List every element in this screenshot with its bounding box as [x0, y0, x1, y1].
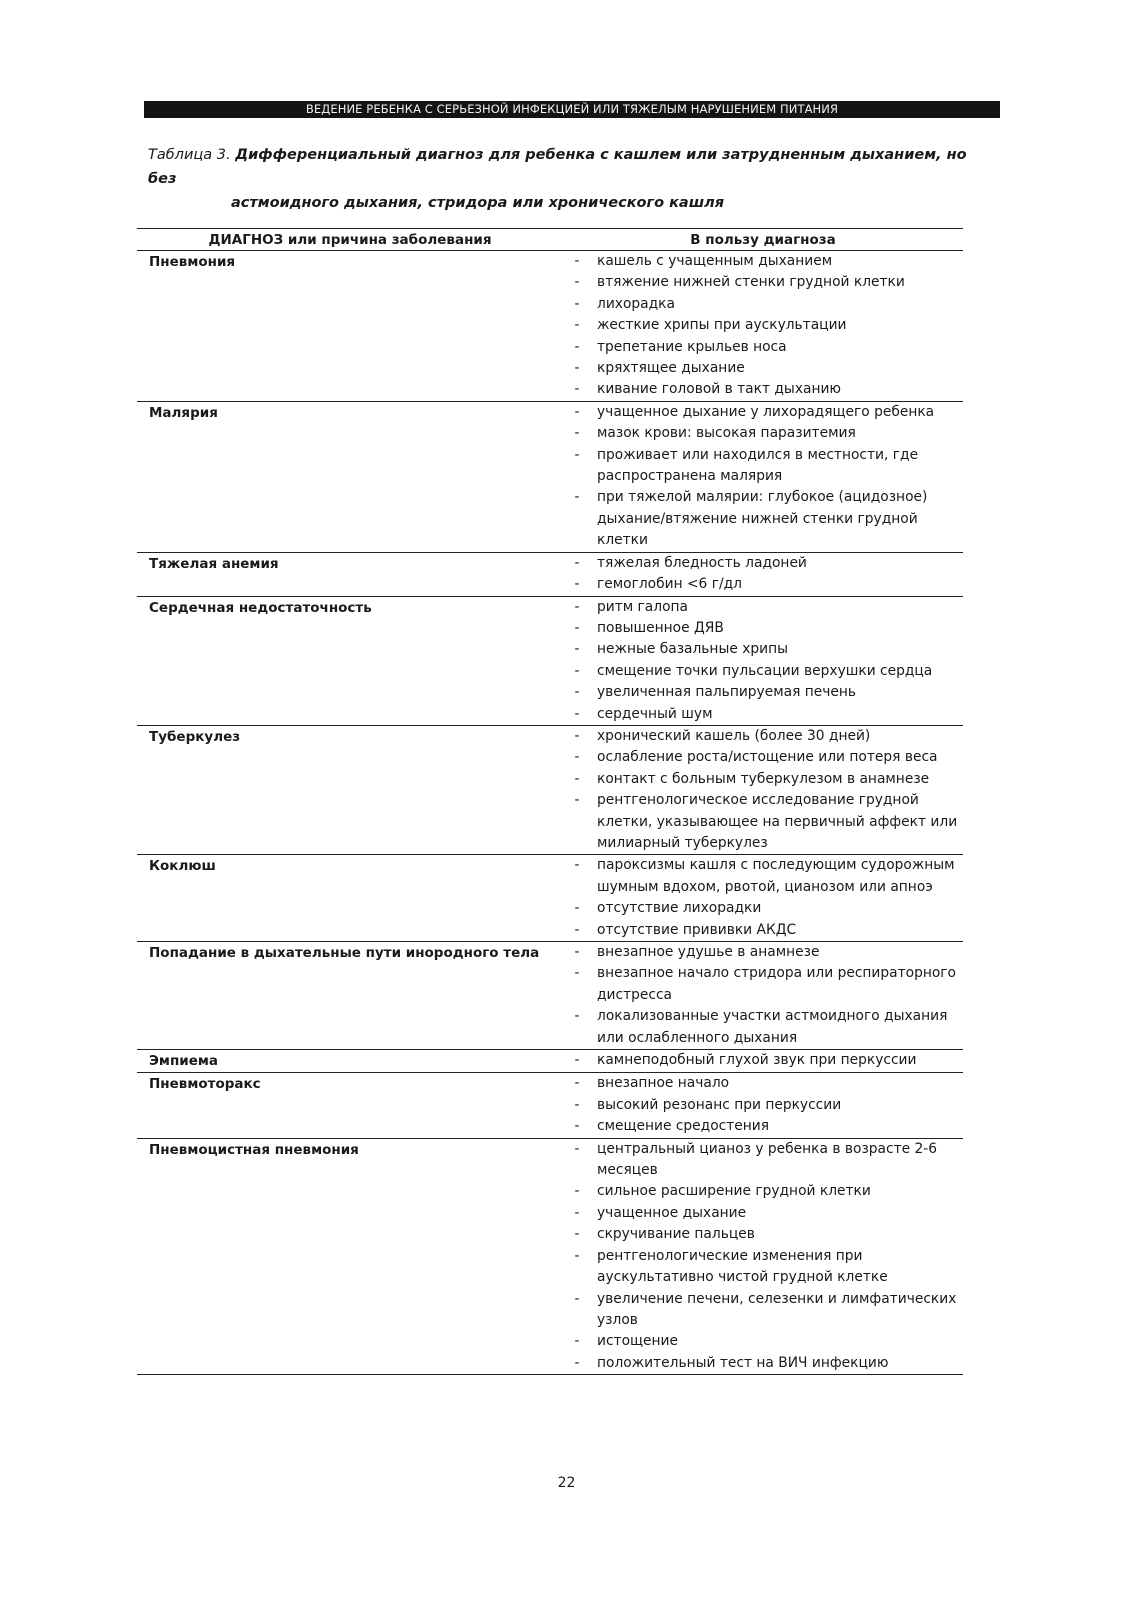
- bullet-dash: -: [574, 338, 580, 355]
- bullet-dash: -: [574, 598, 580, 615]
- bullet-dash: -: [574, 1204, 580, 1221]
- evidence-text: камнеподобный глухой звук при перкуссии: [597, 1052, 917, 1069]
- bullet-dash: -: [574, 1096, 580, 1113]
- evidence-cell: [557, 855, 963, 941]
- table-row: [137, 855, 963, 942]
- evidence-item: [557, 855, 963, 898]
- evidence-text: сильное расширение грудной клетки: [597, 1183, 871, 1200]
- evidence-item: [557, 315, 963, 336]
- bullet-dash: -: [574, 317, 580, 334]
- evidence-item: [557, 1139, 963, 1182]
- evidence-cell: [557, 726, 963, 854]
- evidence-item: [557, 379, 963, 400]
- evidence-text: внезапное начало: [597, 1075, 730, 1092]
- evidence-item: [557, 942, 963, 963]
- evidence-item: [557, 920, 963, 941]
- bullet-dash: -: [574, 446, 580, 463]
- evidence-text: внезапное начало стридора или респираторного дистресса: [597, 965, 956, 1003]
- column-header-diagnosis: ДИАГНОЗ или причина заболевания: [208, 231, 492, 248]
- bullet-dash: -: [574, 944, 580, 960]
- evidence-text: тяжелая бледность ладоней: [597, 554, 807, 571]
- evidence-text: центральный цианоз у ребенка в возрасте 2-6 месяцев: [597, 1140, 938, 1179]
- diagnosis-cell: Пневмоторакс: [149, 1076, 261, 1093]
- evidence-item: [557, 682, 963, 703]
- evidence-text: рентгенологическое исследование грудной клетки, указывающее на первичный аффект или милиарный туберкулез: [597, 792, 958, 851]
- bullet-dash: -: [574, 1052, 580, 1069]
- diagnosis-cell: Пневмония: [149, 254, 236, 270]
- evidence-text: проживает или находился в местности, где распространена малярия: [597, 446, 919, 485]
- evidence-item: [557, 704, 963, 725]
- evidence-text: лихорадка: [597, 295, 675, 312]
- bullet-dash: -: [574, 253, 580, 269]
- evidence-item: [557, 1073, 963, 1094]
- bullet-dash: -: [574, 360, 580, 377]
- evidence-cell: [557, 1050, 963, 1072]
- evidence-item: [557, 1224, 963, 1245]
- diagnosis-cell: Пневмоцистная пневмония: [149, 1141, 359, 1158]
- bullet-dash: -: [574, 619, 580, 636]
- table-header-row: [137, 228, 963, 251]
- evidence-item: [557, 1116, 963, 1137]
- table-row: [137, 402, 963, 553]
- evidence-text: хронический кашель (более 30 дней): [597, 727, 871, 744]
- evidence-text: повышенное ДЯВ: [597, 619, 724, 636]
- bullet-dash: -: [574, 965, 580, 982]
- differential-diagnosis-table: [137, 228, 963, 1375]
- evidence-text: контакт с больным туберкулезом в анамнезе: [597, 770, 930, 787]
- evidence-item: [557, 898, 963, 919]
- bullet-dash: -: [574, 576, 580, 593]
- evidence-item: [557, 1246, 963, 1289]
- evidence-text: нежные базальные хрипы: [597, 641, 789, 658]
- evidence-text: пароксизмы кашля с последующим судорожным шумным вдохом, рвотой, цианозом или апноэ: [597, 857, 955, 895]
- evidence-text: смещение точки пульсации верхушки сердца: [597, 662, 933, 679]
- running-header: ВЕДЕНИЕ РЕБЕНКА С СЕРЬЕЗНОЙ ИНФЕКЦИЕЙ ИЛИ ТЯЖЕЛЫМ НАРУШЕНИЕМ ПИТАНИЯ: [144, 101, 1000, 118]
- bullet-dash: -: [574, 1140, 580, 1157]
- evidence-text: кашель с учащенным дыханием: [597, 253, 833, 269]
- evidence-text: при тяжелой малярии: глубокое (ацидозное) дыхание/втяжение нижней стенки грудной клетки: [597, 489, 928, 549]
- diagnosis-cell: Тяжелая анемия: [149, 555, 279, 572]
- table-row: [137, 251, 963, 402]
- evidence-text: кряхтящее дыхание: [597, 360, 745, 377]
- table-row: [137, 553, 963, 597]
- evidence-item: [557, 1203, 963, 1224]
- evidence-item: [557, 423, 963, 444]
- evidence-text: мазок крови: высокая паразитемия: [597, 425, 856, 442]
- evidence-item: [557, 639, 963, 660]
- diagnosis-cell: Эмпиема: [149, 1053, 219, 1070]
- bullet-dash: -: [574, 1354, 580, 1371]
- evidence-item: [557, 769, 963, 790]
- evidence-text: рентгенологические изменения при аускультативно чистой грудной клетке: [597, 1247, 888, 1286]
- evidence-item: [557, 747, 963, 768]
- bullet-dash: -: [574, 1075, 580, 1092]
- bullet-dash: -: [574, 403, 580, 420]
- bullet-dash: -: [574, 1008, 580, 1025]
- evidence-item: [557, 1095, 963, 1116]
- table-row: [137, 1139, 963, 1375]
- evidence-text: ослабление роста/истощение или потеря веса: [597, 749, 938, 766]
- evidence-text: ритм галопа: [597, 598, 688, 615]
- page-number: 22: [557, 1475, 576, 1491]
- evidence-item: [557, 1050, 963, 1071]
- bullet-dash: -: [574, 425, 580, 442]
- diagnosis-cell: Малярия: [149, 404, 218, 421]
- evidence-item: [557, 1289, 963, 1332]
- evidence-text: смещение средостения: [597, 1118, 770, 1135]
- bullet-dash: -: [574, 900, 580, 917]
- table-row: [137, 726, 963, 855]
- evidence-item: [557, 1353, 963, 1374]
- evidence-text: высокий резонанс при перкуссии: [597, 1096, 842, 1113]
- evidence-cell: [557, 402, 963, 552]
- evidence-item: [557, 726, 963, 747]
- bullet-dash: -: [574, 1247, 580, 1264]
- evidence-item: [557, 402, 963, 423]
- evidence-text: увеличенная пальпируемая печень: [597, 684, 857, 701]
- bullet-dash: -: [574, 295, 580, 312]
- evidence-text: внезапное удушье в анамнезе: [597, 944, 820, 960]
- evidence-text: отсутствие прививки АКДС: [597, 921, 797, 938]
- bullet-dash: -: [574, 749, 580, 766]
- diagnosis-cell: Туберкулез: [149, 728, 241, 745]
- evidence-text: жесткие хрипы при аускультации: [597, 317, 847, 334]
- evidence-item: [557, 597, 963, 618]
- evidence-text: локализованные участки астмоидного дыхания или ослабленного дыхания: [597, 1008, 948, 1046]
- evidence-text: учащенное дыхание: [597, 1204, 747, 1221]
- evidence-item: [557, 487, 963, 551]
- bullet-dash: -: [574, 1333, 580, 1350]
- bullet-dash: -: [574, 1183, 580, 1200]
- bullet-dash: -: [574, 770, 580, 787]
- evidence-item: [557, 661, 963, 682]
- evidence-item: [557, 294, 963, 315]
- table-title-line-2: астмоидного дыхания, стридора или хронического кашля: [231, 195, 725, 211]
- diagnosis-cell: Попадание в дыхательные пути инородного тела: [149, 945, 540, 961]
- evidence-item: [557, 337, 963, 358]
- evidence-item: [557, 272, 963, 293]
- bullet-dash: -: [574, 662, 580, 679]
- bullet-dash: -: [574, 684, 580, 701]
- bullet-dash: -: [574, 792, 580, 809]
- evidence-item: [557, 445, 963, 488]
- table-row: [137, 597, 963, 726]
- evidence-text: трепетание крыльев носа: [597, 338, 787, 355]
- bullet-dash: -: [574, 489, 580, 506]
- evidence-item: [557, 574, 963, 595]
- table-title-line-1: Дифференциальный диагноз для ребенка с кашлем или затрудненным дыханием, но без: [148, 147, 967, 187]
- bullet-dash: -: [574, 554, 580, 571]
- column-header-evidence: В пользу диагноза: [690, 231, 836, 248]
- evidence-cell: [557, 1139, 963, 1374]
- bullet-dash: -: [574, 705, 580, 722]
- evidence-cell: [557, 251, 963, 401]
- evidence-text: отсутствие лихорадки: [597, 900, 762, 917]
- evidence-text: втяжение нижней стенки грудной клетки: [597, 274, 905, 291]
- bullet-dash: -: [574, 727, 580, 744]
- evidence-item: [557, 1006, 963, 1049]
- bullet-dash: -: [574, 1118, 580, 1135]
- bullet-dash: -: [574, 921, 580, 938]
- diagnosis-cell: Коклюш: [149, 858, 216, 875]
- evidence-item: [557, 358, 963, 379]
- evidence-text: сердечный шум: [597, 705, 713, 722]
- evidence-cell: [557, 553, 963, 596]
- evidence-text: гемоглобин <6 г/дл: [597, 576, 742, 593]
- evidence-text: скручивание пальцев: [597, 1226, 755, 1243]
- bullet-dash: -: [574, 641, 580, 658]
- evidence-text: кивание головой в такт дыханию: [597, 381, 842, 398]
- evidence-item: [557, 1181, 963, 1202]
- evidence-text: увеличение печени, селезенки и лимфатических узлов: [597, 1290, 957, 1328]
- table-row: [137, 942, 963, 1050]
- evidence-item: [557, 251, 963, 272]
- evidence-cell: [557, 1073, 963, 1137]
- table-caption: [148, 143, 978, 215]
- bullet-dash: -: [574, 1290, 580, 1307]
- evidence-cell: [557, 942, 963, 1049]
- table-label: Таблица 3.: [148, 147, 231, 163]
- evidence-cell: [557, 597, 963, 725]
- bullet-dash: -: [574, 381, 580, 398]
- evidence-text: учащенное дыхание у лихорадящего ребенка: [597, 403, 935, 420]
- evidence-item: [557, 1331, 963, 1352]
- diagnosis-cell: Сердечная недостаточность: [149, 599, 372, 616]
- table-row: [137, 1073, 963, 1138]
- table-row: [137, 1050, 963, 1073]
- evidence-item: [557, 790, 963, 854]
- evidence-text: положительный тест на ВИЧ инфекцию: [597, 1354, 889, 1371]
- evidence-item: [557, 963, 963, 1006]
- bullet-dash: -: [574, 274, 580, 291]
- bullet-dash: -: [574, 1226, 580, 1243]
- table-body: [137, 251, 963, 1375]
- evidence-item: [557, 553, 963, 574]
- evidence-text: истощение: [597, 1333, 678, 1350]
- evidence-item: [557, 618, 963, 639]
- bullet-dash: -: [574, 857, 580, 874]
